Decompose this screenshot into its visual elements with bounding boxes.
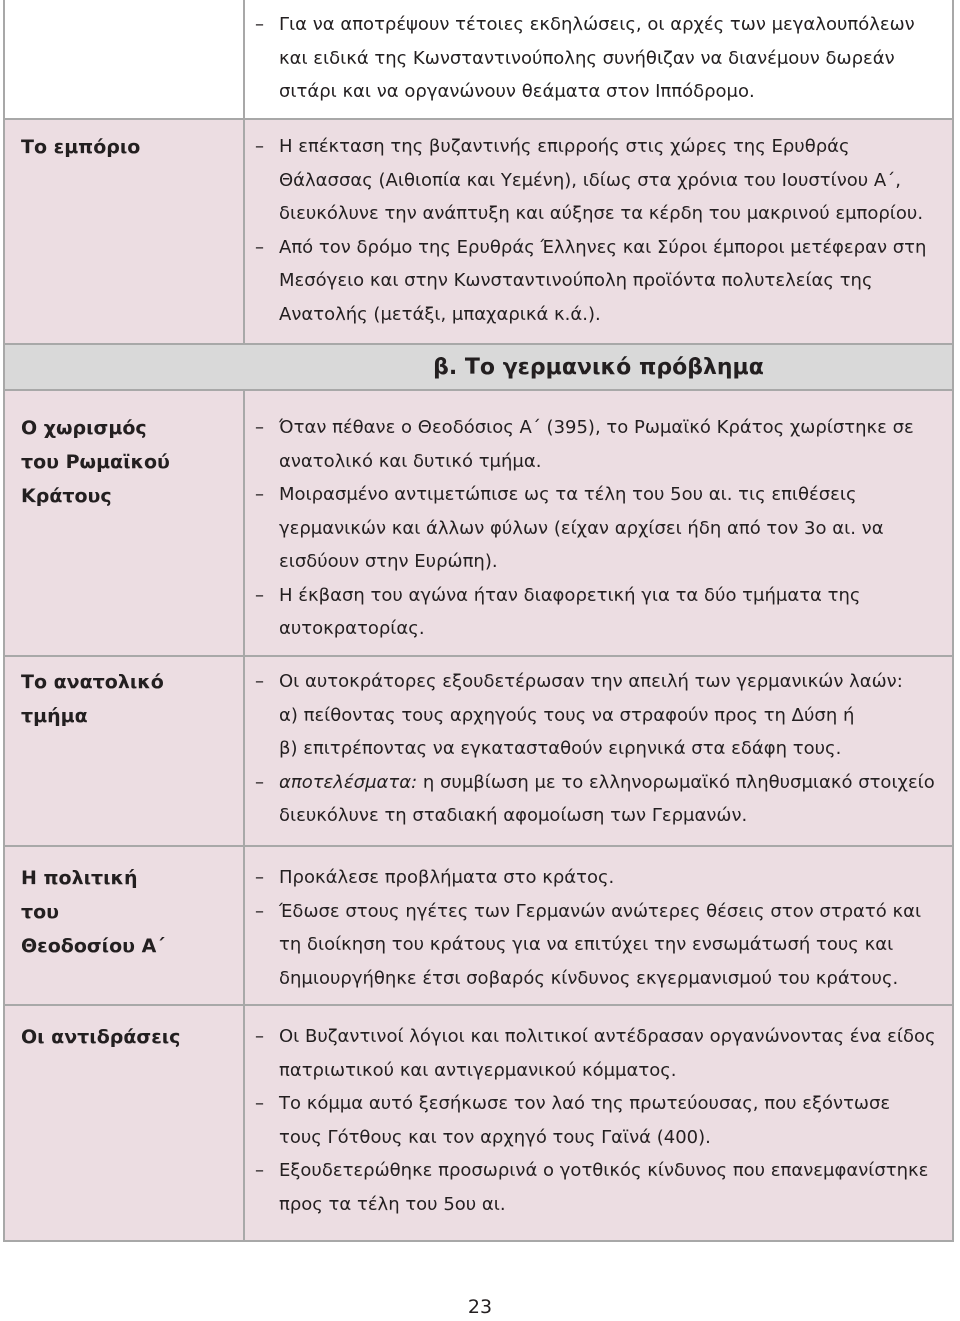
row-label: Το εμπόριο [21,136,141,158]
section-title: β. Το γερμανικό πρόβλημα [433,355,764,380]
list-item [255,1087,938,1154]
item-text: Οι αυτοκράτορες εξουδετέρωσαν την απειλή των γερμανικών λαών: [279,671,903,692]
results-label: αποτελέσματα: [279,771,418,793]
row-label-cell [5,0,245,118]
row-politiki [3,847,954,1006]
item-text: Για να αποτρέψουν τέτοιες εκδηλώσεις, οι αρχές των μεγαλουπόλεων και ειδικά της Κωνσταντινούπολης συνήθιζαν να διανέμουν δωρεάν σιτάρι και να οργανώνουν θεάματα στον Ιππόδρομο. [279,14,915,102]
dash-bullet: – [255,900,264,922]
row-emporio [3,118,954,343]
list-item [255,895,938,996]
row-content-cell [245,657,952,847]
dash-bullet: – [255,584,264,606]
page-number: 23 [467,1296,493,1318]
row-ippodromos [3,0,954,118]
dash-bullet: – [255,771,264,793]
dash-bullet: – [255,1160,264,1181]
item-text: η συμβίωση με το ελληνορωμαϊκό πληθυσμιακό στοιχείο διευκόλυνε τη σταδιακή αφομοίωση των Γερμανών. [279,771,935,826]
sub-item-b: β) επιτρέποντας να εγκατασταθούν ειρηνικά στα εδάφη τους. [279,738,842,759]
item-text: Οι Βυζαντινοί λόγιοι και πολιτικοί αντέδρασαν οργανώνοντας ένα είδος πατριωτικού και αντιγερμανικού κόμματος. [279,1026,936,1081]
list-item [255,478,938,579]
row-anatoliko [3,657,954,847]
row-label: Το ανατολικό τμήμα [21,671,164,727]
row-xorismos [3,391,954,657]
dash-bullet: – [255,14,264,35]
list-item [255,231,938,332]
row-content-cell [245,0,952,118]
row-antidraseis [3,1006,954,1242]
item-text: Όταν πέθανε ο Θεοδόσιος Α΄ (395), το Ρωμαϊκό Κράτος χωρίστηκε σε ανατολικό και δυτικό τμήμα. [279,417,914,472]
row-label: Ο χωρισμός του Ρωμαϊκού Κράτους [21,417,170,507]
item-text: Η έκβαση του αγώνα ήταν διαφορετική για τα δύο τμήματα της αυτοκρατορίας. [279,584,861,639]
row-label-cell [5,120,245,343]
list-item [255,665,938,699]
row-content-cell [245,391,952,657]
item-text: Από τον δρόμο της Ερυθράς Έλληνες και Σύροι έμποροι μετέφεραν στη Μεσόγειο και στην Κωνσταντινούπολη προϊόντα πολυτελείας της Ανατολής (μετάξι, μπαχαρικά κ.ά.). [279,236,927,325]
dash-bullet: – [255,1093,264,1114]
list-item [255,1154,938,1221]
row-content-cell [245,847,952,1006]
item-text: Προκάλεσε προβλήματα στο κράτος. [279,867,615,888]
sub-item-a: α) πείθοντας τους αρχηγούς τους να στραφούν προς τη Δύση ή [279,704,855,726]
list-item [255,130,938,231]
row-content-cell [245,1006,952,1240]
item-text: Έδωσε στους ηγέτες των Γερμανών ανώτερες θέσεις στον στρατό και τη διοίκηση του κράτους για να επιτύχει την ενσωμάτωσή τους και δημιουργήθηκε έτσι σοβαρός κίνδυνος εκγερμανισμού του κράτους. [279,900,922,989]
list-item [255,766,938,833]
list-item [255,1020,938,1087]
dash-bullet: – [255,867,264,888]
section-header [3,343,954,391]
item-text: Το κόμμα αυτό ξεσήκωσε τον λαό της πρωτεύουσας, που εξόντωσε τους Γότθους και τον αρχηγό τους Γαϊνά (400). [279,1093,891,1148]
row-label-cell [5,657,245,847]
list-item [255,579,938,646]
row-label-cell [5,1006,245,1240]
list-item [255,861,938,895]
dash-bullet: – [255,1026,264,1047]
dash-bullet: – [255,417,264,438]
row-label-cell [5,391,245,657]
dash-bullet: – [255,484,264,505]
row-label: Η πολιτική του Θεοδοσίου Α΄ [21,867,165,957]
row-label-cell [5,847,245,1006]
item-text: Μοιρασμένο αντιμετώπισε ως τα τέλη του 5ου αι. τις επιθέσεις γερμανικών και άλλων φύλων (είχαν αρχίσει ήδη από τον 3ο αι. να εισδύουν στην Ευρώπη). [279,484,884,572]
list-item [255,8,938,109]
list-item [255,411,938,478]
item-text: Η επέκταση της βυζαντινής επιρροής στις χώρες της Ερυθράς Θάλασσας (Αιθιοπία και Υεμένη), ιδίως στα χρόνια του Ιουστίνου Α΄, διευκόλυνε την ανάπτυξη και αύξησε τα κέρδη του μακρινού εμπορίου. [279,136,924,224]
row-label: Οι αντιδράσεις [21,1026,181,1048]
item-text: Εξουδετερώθηκε προσωρινά ο γοτθικός κίνδυνος που επανεμφανίστηκε προς τα τέλη του 5ου αι. [279,1160,929,1215]
row-content-cell [245,120,952,343]
dash-bullet: – [255,236,264,258]
dash-bullet: – [255,136,264,157]
dash-bullet: – [255,671,264,692]
